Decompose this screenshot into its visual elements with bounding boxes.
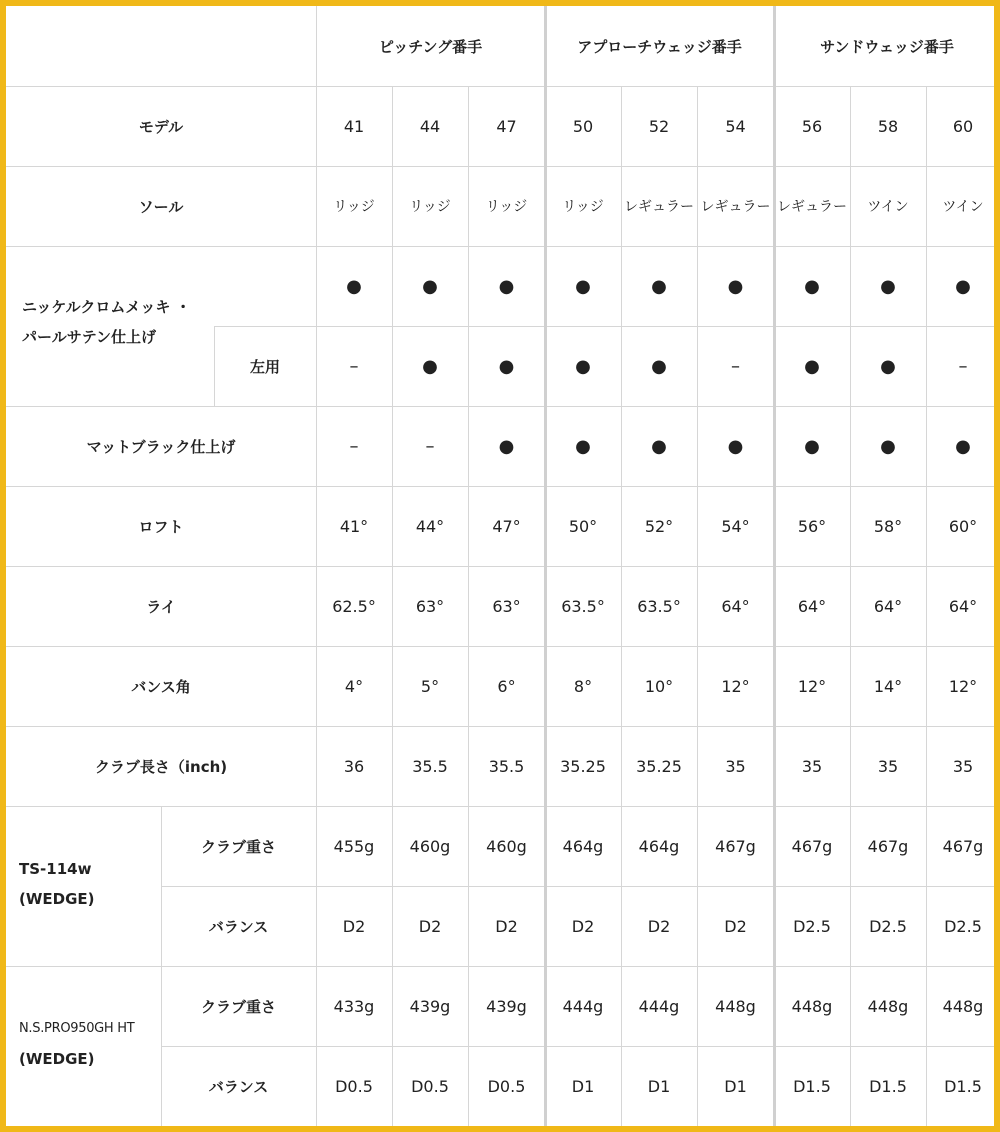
cell-nickel-1: ● (422, 275, 438, 297)
cell-sole-8: ツイン (942, 199, 984, 215)
cell-matte-3: ● (575, 435, 591, 457)
cell-shaft2-weight-3: 444g (562, 996, 604, 1016)
cell-shaft2-weight-4: 444g (638, 996, 680, 1016)
cell-matte-1: – (425, 435, 435, 457)
cell-bounce-7: 14° (873, 676, 903, 696)
cell-model-3: 50 (572, 116, 594, 136)
row-label-nickel-finish (22, 292, 191, 352)
row-label-length: クラブ長さ（inch) (94, 757, 228, 776)
cell-nickel-5: ● (727, 275, 744, 297)
cell-nickel-8: ● (955, 275, 971, 297)
cell-length-5: 35 (725, 756, 746, 776)
row-label-bounce: バンス角 (131, 677, 191, 696)
cell-lefty-7: ● (880, 355, 896, 377)
cell-lie-7: 64° (873, 596, 903, 616)
shaft2-name-line2: (WEDGE) (19, 1050, 95, 1068)
cell-matte-8: ● (955, 435, 971, 457)
row-label-loft: ロフト (138, 517, 184, 536)
cell-matte-4: ● (651, 435, 667, 457)
cell-shaft1-weight-5: 467g (715, 836, 756, 856)
cell-sole-7: ツイン (867, 199, 909, 215)
shaft1-name (19, 854, 95, 914)
cell-shaft1-weight-8: 467g (942, 836, 984, 856)
cell-model-0: 41 (343, 116, 365, 136)
row-label-model: モデル (138, 117, 184, 136)
cell-length-3: 35.25 (560, 756, 606, 776)
cell-lie-8: 64° (948, 596, 978, 616)
cell-length-2: 35.5 (488, 756, 525, 776)
cell-lefty-5: – (731, 355, 740, 377)
shaft2-name (19, 1014, 134, 1074)
cell-lefty-2: ● (498, 355, 515, 377)
cell-shaft2-weight-7: 448g (867, 996, 909, 1016)
group-header-approach: アプローチウェッジ番手 (577, 37, 742, 56)
cell-length-4: 35.25 (636, 756, 682, 776)
cell-matte-7: ● (880, 435, 896, 457)
cell-lefty-1: ● (422, 355, 438, 377)
cell-shaft2-weight-6: 448g (791, 996, 833, 1016)
cell-lefty-4: ● (651, 355, 667, 377)
cell-model-5: 54 (725, 116, 746, 136)
cell-shaft2-weight-1: 439g (409, 996, 451, 1016)
cell-lie-0: 62.5° (332, 596, 376, 616)
cell-shaft2-balance-5: D1 (724, 1076, 747, 1096)
cell-shaft1-balance-3: D2 (571, 916, 595, 936)
cell-shaft2-balance-0: D0.5 (335, 1076, 373, 1096)
cell-shaft1-balance-1: D2 (418, 916, 442, 936)
cell-loft-0: 41° (339, 516, 369, 536)
cell-sole-3: リッジ (562, 199, 604, 215)
cell-model-6: 56 (801, 116, 823, 136)
cell-shaft1-weight-6: 467g (791, 836, 833, 856)
row-label-matte: マットブラック仕上げ (86, 437, 236, 456)
cell-lie-3: 63.5° (561, 596, 605, 616)
cell-bounce-5: 12° (721, 676, 750, 696)
cell-shaft1-balance-7: D2.5 (869, 916, 907, 936)
cell-lie-4: 63.5° (637, 596, 681, 616)
cell-shaft2-weight-8: 448g (942, 996, 984, 1016)
cell-nickel-0: ● (346, 275, 362, 297)
cell-shaft1-balance-8: D2.5 (944, 916, 982, 936)
nickel-finish-line1: ニッケルクロムメッキ ・ (22, 298, 191, 316)
cell-shaft2-balance-2: D0.5 (487, 1076, 526, 1096)
cell-lefty-3: ● (575, 355, 591, 377)
cell-model-8: 60 (952, 116, 974, 136)
shaft2-balance-label: バランス (208, 1077, 269, 1096)
cell-shaft2-balance-6: D1.5 (793, 1076, 831, 1096)
cell-matte-2: ● (498, 435, 515, 457)
shaft1-balance-label: バランス (208, 917, 269, 936)
shaft2-name-line1: N.S.PRO950GH HT (19, 1021, 135, 1036)
cell-sole-0: リッジ (333, 199, 375, 215)
cell-bounce-6: 12° (797, 676, 827, 696)
cell-lie-1: 63° (415, 596, 445, 616)
row-label-sole: ソール (138, 197, 184, 216)
nickel-finish-line2: パールサテン仕上げ (22, 328, 156, 346)
cell-shaft2-weight-0: 433g (333, 996, 375, 1016)
cell-loft-8: 60° (948, 516, 978, 536)
cell-shaft1-balance-5: D2 (724, 916, 747, 936)
cell-shaft2-weight-2: 439g (486, 996, 527, 1016)
cell-bounce-4: 10° (644, 676, 674, 696)
cell-loft-2: 47° (492, 516, 521, 536)
cell-shaft1-weight-4: 464g (638, 836, 680, 856)
cell-matte-5: ● (727, 435, 744, 457)
cell-shaft1-balance-2: D2 (495, 916, 518, 936)
group-header-pitching: ピッチング番手 (378, 37, 483, 56)
cell-shaft1-balance-0: D2 (342, 916, 366, 936)
cell-shaft2-weight-5: 448g (715, 996, 756, 1016)
cell-model-2: 47 (496, 116, 517, 136)
cell-bounce-8: 12° (948, 676, 978, 696)
cell-shaft2-balance-7: D1.5 (869, 1076, 907, 1096)
cell-nickel-4: ● (651, 275, 667, 297)
cell-shaft1-balance-4: D2 (647, 916, 671, 936)
cell-shaft1-balance-6: D2.5 (793, 916, 831, 936)
cell-length-6: 35 (801, 756, 823, 776)
cell-shaft2-balance-8: D1.5 (944, 1076, 982, 1096)
cell-bounce-2: 6° (497, 676, 516, 696)
cell-model-1: 44 (419, 116, 441, 136)
shaft1-name-line2: (WEDGE) (19, 890, 95, 908)
cell-matte-6: ● (804, 435, 820, 457)
shaft1-name-line1: TS-114w (19, 860, 92, 878)
cell-loft-6: 56° (797, 516, 827, 536)
cell-sole-5: レギュラー (700, 199, 771, 215)
cell-shaft1-weight-0: 455g (333, 836, 375, 856)
cell-sole-2: リッジ (485, 199, 528, 215)
cell-model-7: 58 (877, 116, 899, 136)
cell-loft-3: 50° (568, 516, 598, 536)
cell-sole-6: レギュラー (777, 199, 847, 215)
cell-nickel-7: ● (880, 275, 896, 297)
row-label-lie: ライ (146, 597, 176, 616)
shaft1-weight-label: クラブ重さ (200, 837, 276, 856)
cell-shaft2-balance-3: D1 (571, 1076, 595, 1096)
group-header-sand: サンドウェッジ番手 (820, 37, 954, 56)
cell-loft-5: 54° (721, 516, 750, 536)
cell-sole-1: リッジ (409, 199, 451, 215)
cell-bounce-3: 8° (573, 676, 593, 696)
cell-nickel-6: ● (804, 275, 820, 297)
cell-bounce-0: 4° (344, 676, 364, 696)
cell-lefty-6: ● (804, 355, 820, 377)
cell-shaft1-weight-2: 460g (486, 836, 527, 856)
row-label-lefty: 左用 (249, 357, 280, 376)
cell-sole-4: レギュラー (624, 199, 694, 215)
cell-matte-0: – (349, 435, 359, 457)
cell-shaft1-weight-3: 464g (562, 836, 604, 856)
cell-bounce-1: 5° (420, 676, 440, 696)
cell-nickel-3: ● (575, 275, 591, 297)
cell-loft-7: 58° (873, 516, 903, 536)
cell-shaft1-weight-7: 467g (867, 836, 909, 856)
cell-lie-5: 64° (721, 596, 750, 616)
cell-nickel-2: ● (498, 275, 515, 297)
cell-model-4: 52 (648, 116, 670, 136)
cell-length-8: 35 (952, 756, 974, 776)
cell-shaft1-weight-1: 460g (409, 836, 451, 856)
cell-loft-4: 52° (644, 516, 674, 536)
cell-lie-6: 64° (797, 596, 827, 616)
cell-lefty-8: – (958, 355, 968, 377)
cell-lie-2: 63° (492, 596, 521, 616)
cell-lefty-0: – (349, 355, 359, 377)
cell-shaft2-balance-4: D1 (647, 1076, 671, 1096)
cell-length-0: 36 (343, 756, 365, 776)
shaft2-weight-label: クラブ重さ (200, 997, 276, 1016)
cell-length-1: 35.5 (412, 756, 448, 776)
cell-length-7: 35 (877, 756, 899, 776)
cell-loft-1: 44° (415, 516, 445, 536)
cell-shaft2-balance-1: D0.5 (411, 1076, 449, 1096)
